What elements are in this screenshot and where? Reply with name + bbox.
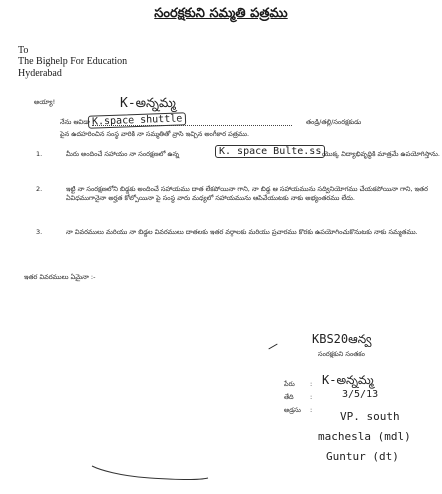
date-field-label: తేది xyxy=(284,393,294,401)
bottom-stroke-mark xyxy=(90,462,210,482)
line1-prefix: నేను ఆవిడా xyxy=(60,118,90,126)
other-details-label: ఇతర వివరములు ఏమైనా :- xyxy=(24,273,96,281)
date-field-value: 3/5/13 xyxy=(342,389,379,400)
guardian-signature-label: సంరక్షకుని సంతకం xyxy=(318,350,365,358)
salutation: అయ్యా! xyxy=(34,98,56,106)
line1-suffix: తండ్రి/తల్లి/సంరక్షకుడు xyxy=(306,118,362,126)
clause-2-number: 2. xyxy=(36,185,43,193)
recipient-org: The Bighelp For Education xyxy=(18,56,128,67)
clause-1-handwritten-box: K. space Bulte.ss xyxy=(215,145,325,158)
guardian-signature: KBS20ఆన్వ xyxy=(312,332,372,346)
clause-3 xyxy=(22,228,422,248)
name-field-value: K-అన్నమ్మ xyxy=(322,373,374,387)
clause-1-text-a: మీరు అందించే సహాయం నా సంరక్షణలో ఉన్న xyxy=(66,150,180,158)
clause-3-text: నా వివరములు మరియు నా బిడ్డల వివరములు దాతలకు ఇతర వర్గాలకు మరియు ప్రచారము కొరకు ఉపయోగించుకొనుటకు నాకు సమ్మతము. xyxy=(66,228,418,236)
recipient-city: Hyderabad xyxy=(18,68,62,79)
squiggle-mark xyxy=(268,344,277,350)
handwritten-name: K-అన్నమ్మ xyxy=(120,96,176,111)
clause-2-text: ఇట్టి నా సంరక్షణలోని బిడ్డకు అందించే సహాయము దాత లేకపోయినా గాని, నా బిడ్డ ఆ సహాయమును సద్వినియోగము చేయకపోయినా గాని, ఇతర ఏవిధముగానైనా అర్హత కోల్పోయినా పై సంస్థ వారు మధ్యలో సహాయమును ఆపివేయుటకు నాకు అభ్యంతరము లేదు. xyxy=(66,185,428,202)
clause-2 xyxy=(22,185,428,215)
to-label: To xyxy=(18,45,29,56)
form-title: సంరక్షకుని సమ్మతి పత్రము xyxy=(154,6,288,21)
address-line-1: VP. south xyxy=(340,410,400,423)
line2-text: పైన ఉదహరించిన సంస్థ వారికి నా సమ్మతితో వ్రాసి ఇచ్చిన అంగీకార పత్రము. xyxy=(60,130,250,138)
clause-3-number: 3. xyxy=(36,228,43,236)
address-line-2: machesla (mdl) xyxy=(318,430,411,443)
clause-1-number: 1. xyxy=(36,150,43,158)
address-field-label: అడ్రసు xyxy=(284,406,301,414)
clause-1-text-b: యొక్క విద్యాభివృద్ధికి మాత్రమే ఉపయోగిస్తాను. xyxy=(322,150,440,158)
name-field-label: పేరు xyxy=(284,380,295,388)
consent-form-page: సంరక్షకుని సమ్మతి పత్రము To The Bighelp For Education Hyderabad అయ్యా! నేను ఆవిడా K-అన్నమ్మ K.space shuttle తండ్రి/తల్లి/సంరక్షకుడు పైన ఉదహరించిన సంస్థ వారికి నా సమ్మతితో వ్రాసి ఇచ్చిన అంగీకార పత్రము. 1. మీరు అందించే సహాయం నా సంరక్షణలో ఉన్న K. space Bulte.ss యొక్క విద్యాభివృద్ధికి మాత్రమే ఉపయోగిస్తాను. 2. ఇట్టి నా సంరక్షణలోని బిడ్డకు అందించే సహాయము దాత లేకపోయినా గాని, నా బిడ్డ ఆ సహాయమును సద్వినియోగము చేయకపోయినా గాని, ఇతర ఏవిధముగానైనా అర్హత కోల్పోయినా పై సంస్థ వారు మధ్యలో సహాయమును ఆపివేయుటకు నాకు అభ్యంతరము లేదు. 3. నా వివరములు మరియు నా బిడ్డల వివరములు దాతలకు ఇతర వర్గాలకు మరియు ప్రచారము కొరకు ఉపయోగించుకొనుటకు నాకు సమ్మతము. ఇతర వివరములు ఏమైనా :- KBS20ఆన్వ సంరక్షకుని సంతకం పేరు : K-అన్నమ్మ తేది : 3/5/13 అడ్రసు : VP. south machesla (mdl) Guntur (dt) xyxy=(0,0,442,494)
address-line-3: Guntur (dt) xyxy=(326,450,399,463)
handwritten-school-box: K.space shuttle xyxy=(88,112,187,128)
